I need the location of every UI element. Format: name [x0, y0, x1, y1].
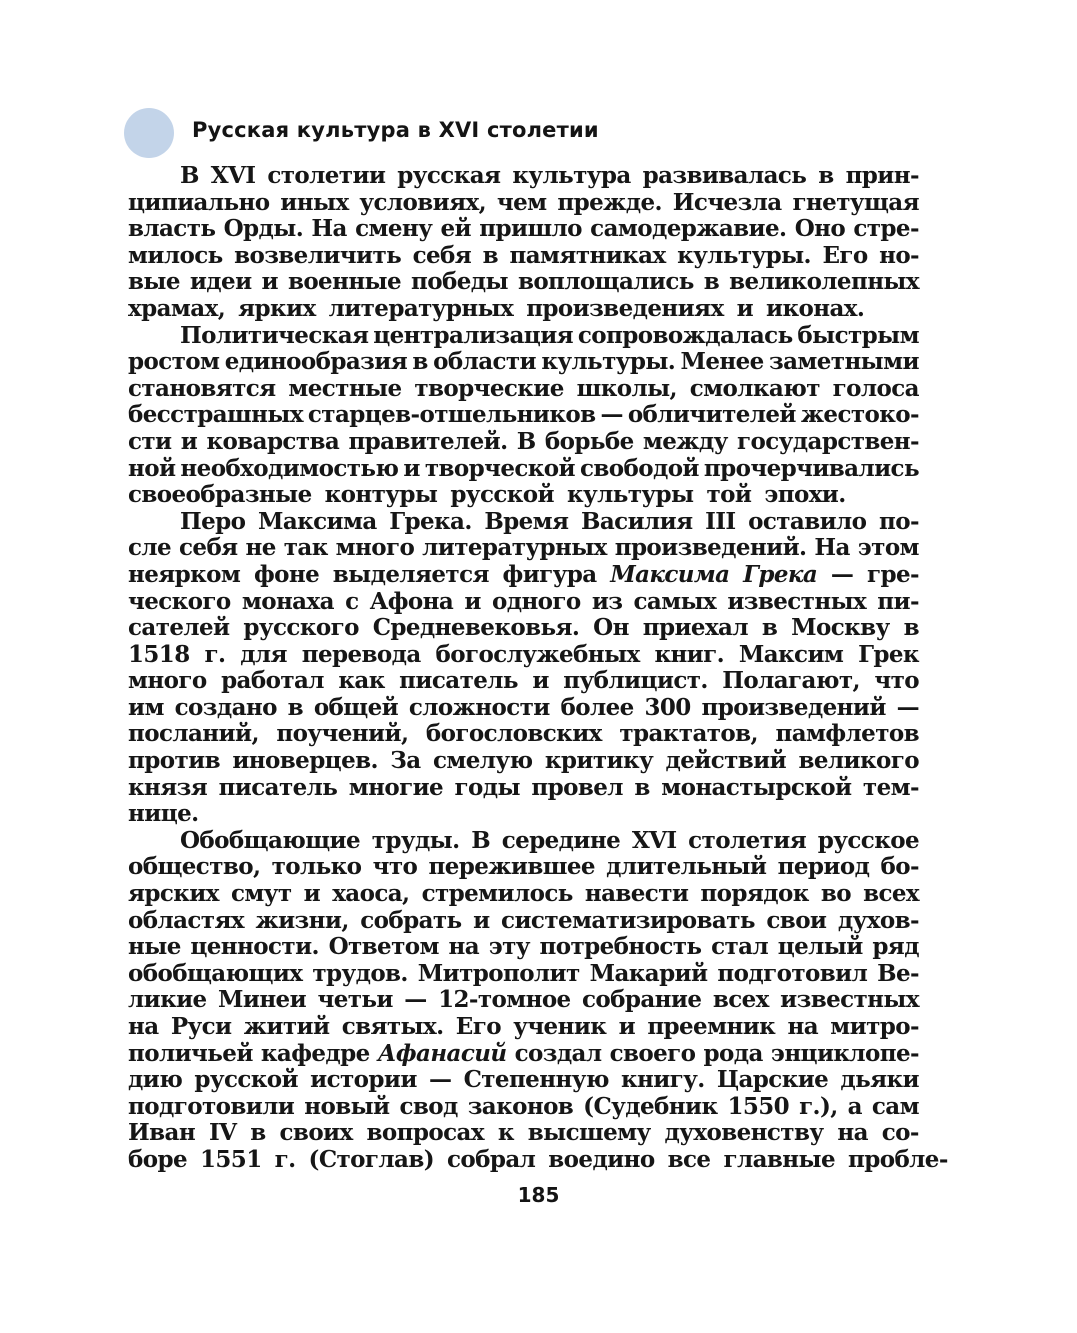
section-title: Русская культура в XVI столетии — [192, 118, 599, 142]
text-line: Обобщающие труды. В середине XVI столетия русское — [180, 826, 919, 854]
text-line: сле себя не так много литературных произведений. На этом — [128, 534, 919, 562]
text-line: поличьей кафедре Афанасий создал своего рода энциклопе- — [128, 1039, 919, 1067]
text-line: общество, только что пережившее длительный период бо- — [128, 853, 919, 881]
text-line: Перо Максима Грека. Время Василия III оставило по- — [180, 507, 919, 535]
text-line: власть Орды. На смену ей пришло самодержавие. Оно стре- — [128, 215, 919, 243]
section-heading — [124, 108, 924, 160]
text-line: храмах, ярких литературных произведениях и иконах. — [128, 294, 865, 322]
text-line: на Руси житий святых. Его ученик и преемник на митро- — [128, 1013, 919, 1040]
text-line: милось возвеличить себя в памятниках культуры. Его но- — [128, 241, 919, 269]
text-line: боре 1551 г. (Стоглав) собрал воедино все главные пробле- — [128, 1145, 948, 1173]
body-text — [128, 162, 948, 1174]
text-line: ярских смут и хаоса, стремилось навести порядок во всех — [128, 880, 919, 908]
text-line: вые идеи и военные победы воплощались в великолепных — [128, 268, 919, 296]
section-number-badge — [124, 108, 174, 158]
text-line: ной необходимостью и творческой свободой прочерчивались — [128, 454, 919, 482]
text-line: ческого монаха с Афона и одного из самых известных пи- — [128, 587, 919, 615]
text-line: нице. — [128, 800, 199, 828]
text-line: областях жизни, собрать и систематизировать свои духов- — [128, 906, 919, 934]
text-line: Политическая централизация сопровождалась быстрым — [180, 321, 919, 349]
text-line: сателей русского Средневековья. Он приехал в Москву в — [128, 614, 919, 642]
text-line: подготовили новый свод законов (Судебник 1550 г.), а сам — [128, 1092, 919, 1120]
text-line: ные ценности. Ответом на эту потребность стал целый ряд — [128, 933, 919, 961]
text-line: ликие Минеи четьи — 12-томное собрание всех известных — [128, 986, 919, 1014]
text-line: посланий, поучений, богословских трактатов, памфлетов — [128, 720, 919, 748]
text-line: князя писатель многие годы провел в монастырской тем- — [128, 773, 919, 801]
text-line: 1518 г. для перевода богослужебных книг. Максим Грек — [128, 640, 919, 668]
text-line: много работал как писатель и публицист. Полагают, что — [128, 667, 919, 695]
text-line: обобщающих трудов. Митрополит Макарий подготовил Ве- — [128, 959, 919, 987]
page-number: 185 — [517, 1183, 560, 1207]
text-line: В XVI столетии русская культура развивалась в прин- — [180, 162, 919, 189]
text-line: своеобразные контуры русской культуры той эпохи. — [128, 481, 846, 509]
text-line: им создано в общей сложности более 300 произведений — — [128, 693, 919, 721]
text-line: становятся местные творческие школы, смолкают голоса — [128, 374, 919, 402]
text-line: неярком фоне выделяется фигура Максима Грека — гре- — [128, 560, 919, 588]
text-line: против иноверцев. За смелую критику действий великого — [128, 747, 919, 775]
text-line: Иван IV в своих вопросах к высшему духовенству на со- — [128, 1119, 919, 1147]
text-line: бесстрашных старцев-отшельников — обличителей жестоко- — [128, 401, 919, 429]
text-line: дию русской истории — Степенную книгу. Царские дьяки — [128, 1066, 919, 1094]
text-line: ростом единообразия в области культуры. Менее заметными — [128, 348, 919, 376]
text-line: ципиально иных условиях, чем прежде. Исчезла гнетущая — [128, 188, 919, 216]
text-line: сти и коварства правителей. В борьбе между государствен- — [128, 427, 919, 455]
